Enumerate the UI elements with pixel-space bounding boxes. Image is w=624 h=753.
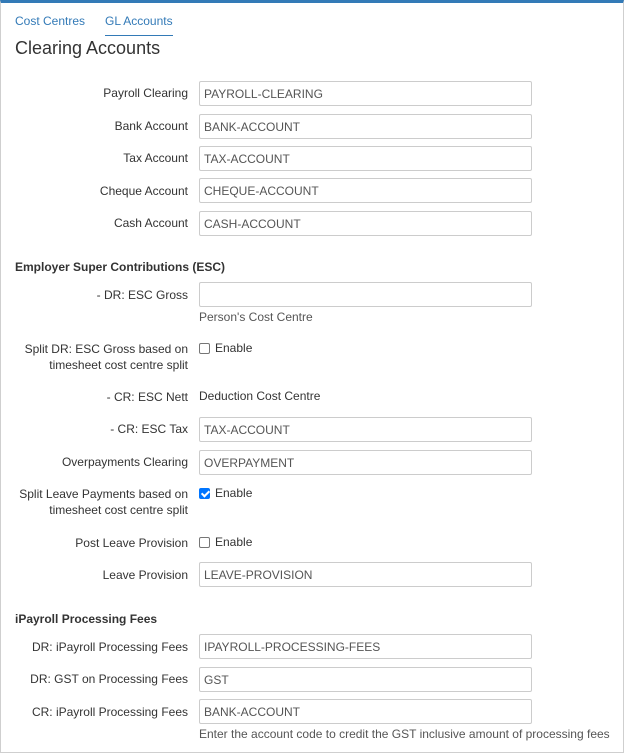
tab-cost-centres[interactable]: Cost Centres [15, 14, 86, 28]
payroll-clearing-label: Payroll Clearing [103, 86, 188, 100]
esc-gross-input[interactable] [199, 282, 532, 307]
bank-account-input[interactable] [199, 114, 532, 139]
bank-account-label: Bank Account [114, 119, 188, 133]
fees-heading: iPayroll Processing Fees [15, 612, 158, 626]
cash-account-input[interactable] [199, 211, 532, 236]
esc-nett-label: - CR: ESC Nett [106, 390, 188, 404]
cr-fees-help: Enter the account code to credit the GST inclusive amount of processing fees [199, 727, 610, 741]
split-leave-label-line1: Split Leave Payments based on [19, 487, 188, 501]
esc-heading: Employer Super Contributions (ESC) [15, 260, 226, 274]
esc-gross-help: Person's Cost Centre [199, 310, 313, 324]
split-dr-label-line2: timesheet cost centre split [49, 358, 188, 372]
cr-fees-label: CR: iPayroll Processing Fees [31, 705, 188, 719]
cr-fees-input[interactable] [199, 699, 532, 724]
esc-tax-label: - CR: ESC Tax [110, 422, 188, 436]
page-title: Clearing Accounts [15, 38, 161, 58]
dr-gst-label: DR: GST on Processing Fees [30, 672, 188, 686]
split-dr-checkbox[interactable] [199, 343, 210, 354]
leave-provision-input[interactable] [199, 562, 532, 587]
leave-provision-label: Leave Provision [102, 568, 188, 582]
tax-account-input[interactable] [199, 146, 532, 171]
post-leave-checkbox[interactable] [199, 537, 210, 548]
payroll-clearing-input[interactable] [199, 81, 532, 106]
dr-fees-label: DR: iPayroll Processing Fees [31, 640, 188, 654]
overpayments-input[interactable] [199, 450, 532, 475]
cash-account-label: Cash Account [113, 216, 188, 230]
cheque-account-label: Cheque Account [99, 184, 188, 198]
split-dr-enable-label[interactable]: Enable [215, 341, 253, 355]
post-leave-enable-label[interactable]: Enable [215, 535, 253, 549]
esc-nett-value: Deduction Cost Centre [199, 389, 321, 403]
overpayments-label: Overpayments Clearing [61, 455, 188, 469]
esc-tax-input[interactable] [199, 417, 532, 442]
split-leave-checkbox[interactable] [199, 488, 210, 499]
dr-gst-input[interactable] [199, 667, 532, 692]
post-leave-label: Post Leave Provision [75, 536, 188, 550]
tab-gl-accounts[interactable]: GL Accounts [105, 14, 173, 36]
esc-gross-label: - DR: ESC Gross [96, 288, 188, 302]
cheque-account-input[interactable] [199, 178, 532, 203]
dr-fees-input[interactable] [199, 634, 532, 659]
split-leave-label-line2: timesheet cost centre split [49, 503, 188, 517]
tax-account-label: Tax Account [123, 151, 188, 165]
split-dr-label-line1: Split DR: ESC Gross based on [24, 342, 188, 356]
split-leave-enable-label[interactable]: Enable [215, 486, 253, 500]
